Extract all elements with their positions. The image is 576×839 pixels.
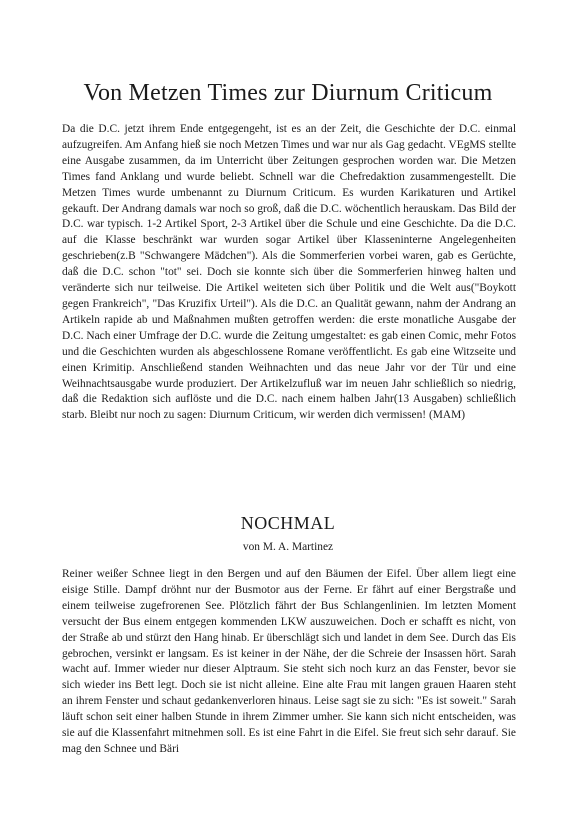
story-body: Reiner weißer Schnee liegt in den Bergen und auf den Bäumen der Eifel. Über allem liegt eine eisige Stille. Dampf dröhnt nur der Busmotor aus der Ferne. Er fährt auf einer Bergstraße und einem teilweise zugefrorenen See. Plötzlich fährt der Bus Schlangenlinien. Im letzten Moment versucht der Bus einem entgegen kommenden LKW auszuweichen. Doch er schafft es nicht, von der Straße ab und stürzt den Hang hinab. Er überschlägt sich und landet in dem See. Durch das Eis gebrochen, versinkt er langsam. Es ist keiner in der Nähe, der die Schreie der Insassen hört. Sarah wacht auf. Immer wieder nur dieser Alptraum. Sie steht sich noch kurz an das Fenster, bevor sie sich wieder ins Bett legt. Doch sie ist nicht alleine. Eine alte Frau mit langen grauen Haaren steht an ihrem Fenster und schaut gedankenverloren hinaus. Leise sagt sie zu sich: "Es ist soweit." Sarah läuft schon seit einer halben Stunde in ihrem Zimmer umher. Sie kann sich nicht entscheiden, was sie auf die Klassenfahrt mitnehmen soll. Es ist eine Fahrt in die Eifel. Sie freut sich sehr darauf. Sie mag den Schnee und Bäri — [62, 568, 516, 755]
article-title: Von Metzen Times zur Diurnum Criticum — [83, 80, 493, 106]
story-title: NOCHMAL — [240, 513, 336, 533]
story-byline: von M. A. Martinez — [242, 541, 334, 553]
article-body: Da die D.C. jetzt ihrem Ende entgegengeht, ist es an der Zeit, die Geschichte der D.C. einmal aufzugreifen. Am Anfang hieß sie noch Metzen Times und war nur als Gag gedacht. VEgMS stellte eine Ausgabe zusammen, da im Unterricht über Zeitungen gesprochen worden war. Die Metzen Times fand Anklang und wurde beliebt. Schnell war die Chefredaktion zusammengestellt. Die Metzen Times wurde umbenannt zu Diurnum Criticum. Es wurden Karikaturen und Artikel gekauft. Der Andrang damals war noch so groß, daß die D.C. wöchentlich herauskam. Das Bild der D.C. war typisch. 1-2 Artikel Sport, 2-3 Artikel über die Schule und eine Geschichte. Da die D.C. auf die Klasse beschränkt war wurden sogar Artikel über Klasseninterne Angelegenheiten geschrieben(z.B "Schwangere Mädchen"). Als die Sommerferien vorbei waren, gab es Gerüchte, daß die D.C. schon "tot" sei. Doch sie konnte sich über die Sommerferien hinweg halten und veränderte sich nur teilweise. Die Artikel weiteten sich über Politik und die Welt aus("Boykott gegen Frankreich", "Das Kruzifix Urteil"). Als die D.C. an Qualität gewann, nahm der Andrang an Artikeln rapide ab und Maßnahmen mußten getroffen werden: die erste monatliche Ausgabe der D.C. Nach einer Umfrage der D.C. wurde die Zeitung umgestaltet: es gab einen Comic, mehr Fotos und die Geschichten wurden als abgeschlossene Romane veröffentlicht. Es gab eine Witzseite und einen Krimitip. Anschließend standen Weihnachten und das neue Jahr vor der Tür und eine Weihnachtsausgabe wurde produziert. Der Artikelzufluß war im neuen Jahr schließlich so niedrig, daß die Redaktion sich auflöste und die D.C. nach einem halben Jahr(13 Ausgaben) schließlich starb. Bleibt nur noch zu sagen: Diurnum Criticum, wir werden dich vermissen! (MAM) — [62, 123, 516, 422]
